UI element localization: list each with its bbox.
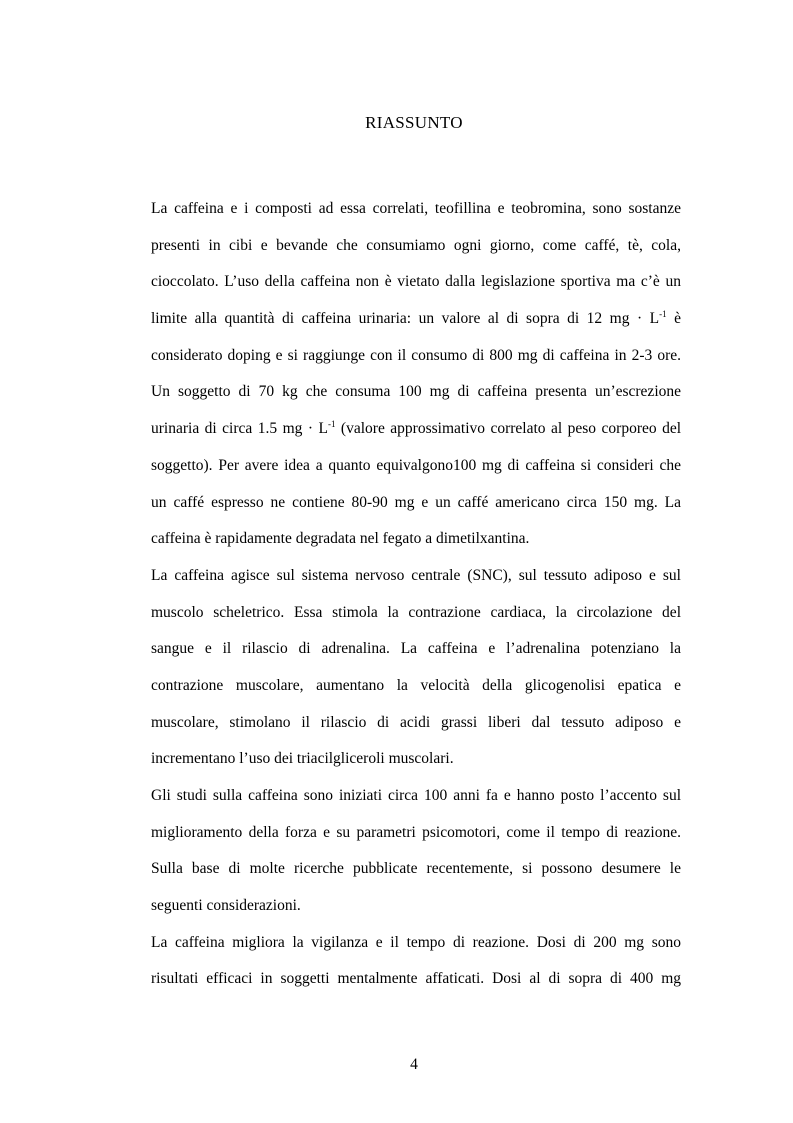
superscript: -1 [659,309,667,320]
text-line: incrementano l’uso dei triacilgliceroli muscolari. [151,750,454,768]
superscript: -1 [327,419,336,430]
text-segment: (valore approssimativo correlato al peso corporeo del [335,420,682,438]
text-line: caffeina è rapidamente degradata nel fegato a dimetilxantina. [151,530,530,548]
page-title: RIASSUNTO [365,113,463,132]
page-number: 4 [410,1056,418,1073]
text-line [151,304,681,341]
text-line: contrazione muscolare, aumentano la velocità della glicogenolisi epatica e [151,676,681,694]
text-line: risultati efficaci in soggetti mentalmente affaticati. Dosi al di sopra di 400 mg [151,970,681,988]
text-line: Un soggetto di 70 kg che consuma 100 mg di caffeina presenta un’escrezione [151,383,681,401]
text-segment: urinaria di circa 1.5 mg · L [151,420,328,438]
text-line: muscolo scheletrico. Essa stimola la contrazione cardiaca, la circolazione del [151,603,681,621]
text-line: La caffeina e i composti ad essa correlati, teofillina e teobromina, sono sostanze [151,200,681,217]
text-segment: limite alla quantità di caffeina urinaria: un valore al di sopra di 12 mg · L [151,310,660,328]
text-segment: è [666,310,681,328]
text-line: La caffeina migliora la vigilanza e il tempo di reazione. Dosi di 200 mg sono [151,933,681,951]
text-line: sangue e il rilascio di adrenalina. La caffeina e l’adrenalina potenziano la [151,640,681,658]
text-line: un caffé espresso ne contiene 80-90 mg e un caffé americano circa 150 mg. La [151,493,681,511]
text-line: considerato doping e si raggiunge con il consumo di 800 mg di caffeina in 2-3 ore. [151,346,681,364]
body-text [151,194,681,1001]
text-line: cioccolato. L’uso della caffeina non è vietato dalla legislazione sportiva ma c’è un [151,273,681,291]
text-line: soggetto). Per avere idea a quanto equivalgono100 mg di caffeina si consideri che [151,456,681,474]
text-line: Gli studi sulla caffeina sono iniziati circa 100 anni fa e hanno posto l’accento sul [151,787,681,804]
text-line: seguenti considerazioni. [151,897,301,915]
text-line: presenti in cibi e bevande che consumiamo ogni giorno, come caffé, tè, cola, [151,236,681,254]
text-line [151,414,681,451]
text-line: La caffeina agisce sul sistema nervoso centrale (SNC), sul tessuto adiposo e sul [151,566,681,584]
text-line: Sulla base di molte ricerche pubblicate recentemente, si possono desumere le [151,860,681,878]
text-line: miglioramento della forza e su parametri psicomotori, come il tempo di reazione. [151,823,681,841]
text-line: muscolare, stimolano il rilascio di acidi grassi liberi dal tessuto adiposo e [151,713,681,731]
